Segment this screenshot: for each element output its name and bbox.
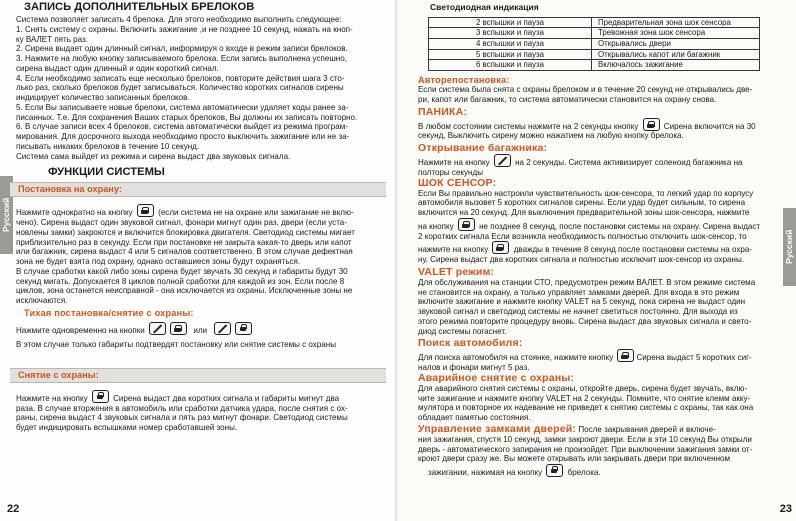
unlock-button-icon <box>235 322 252 335</box>
autorearm-body <box>418 85 780 105</box>
shock-text-4b: не позднее 8 секунд, после постановки системы на охрану. Сирена выдаст <box>479 221 761 231</box>
page-number-left: 22 <box>7 503 20 515</box>
lock-button-icon <box>643 118 660 131</box>
indication-row <box>429 28 760 39</box>
doors-line: дверь - автоматического запирания не произойдет. При выключении зажигания замки от- <box>418 444 753 454</box>
zone-meaning-cell: Тревожная зона шок сенсора <box>592 28 760 39</box>
disarm-text-b: Сирена выдаст два коротких сигнала и габариты мигнут два <box>113 393 340 403</box>
doors-text-last-b: брелока. <box>567 468 601 478</box>
step-line: писывать никаких брелоков в течение 10 секунд. <box>16 141 200 151</box>
arm-line: приблизительно раз в секунду. Если при постановке не закрыта какая-то дверь или капот <box>16 237 352 247</box>
flash-pattern-cell: 5 вспышки и пауза <box>429 49 592 60</box>
language-tab-left: Русский <box>0 176 13 254</box>
panic-line-1 <box>418 118 780 132</box>
arm-heading-bar <box>10 182 386 197</box>
unlock-button-icon <box>92 390 109 403</box>
shock-button-icon <box>494 154 511 167</box>
arm-line: исключаются. <box>16 296 68 305</box>
step-line: писанных. Т.е. Для сохранения Ваших старых брелоков, Вы должны их записать повторно. <box>16 112 358 122</box>
step-line: индицирует количество записанных брелоков. <box>16 93 190 102</box>
arm-line: циклов, зона останется неисправной - она исключается из охраны. Исключенные зоны не <box>16 286 353 296</box>
zone-meaning-cell: Открывались двери <box>592 38 760 49</box>
step-line: мирования. Для досрочного выхода необходимо просто выключить зажигание или не за- <box>16 132 350 141</box>
emergency-heading: Аварийное снятие с охраны: <box>418 371 575 384</box>
arm-body <box>16 218 386 306</box>
indication-title: Светодиодная индикация <box>430 2 539 12</box>
doors-line: кроют двери сразу же. Вы можете открывать или закрывать двери при включенном <box>418 454 731 464</box>
step-line: 1. Снять систему с охраны. Включить зажигание ,и не позднее 10 секунд, нажать на кноп- <box>16 24 353 34</box>
language-tab-right: Русский <box>783 208 796 286</box>
functions-title: ФУНКЦИИ СИСТЕМЫ <box>48 166 165 179</box>
panic-line-2: секунд, Выключить сирену можно нажатием на любую кнопку брелока. <box>418 131 684 141</box>
page-number-right: 23 <box>779 503 792 515</box>
arm-text-b: (если система не на охране или зажигание не вклю- <box>158 208 354 218</box>
search-line-1 <box>418 349 780 363</box>
valet-body <box>418 278 780 337</box>
doors-body <box>418 435 780 464</box>
shock-line: включится на 20 секунд. Для выключения предварительной зоны шок-сенсора, нажмите <box>418 208 750 218</box>
doors-text-1: После закрывания дверей и включе- <box>578 424 716 434</box>
disarm-text-a: Нажмите на кнопку <box>16 393 88 403</box>
autorearm-line: Если система была снята с охраны брелоком и в течение 20 секунд не открывались две- <box>418 85 753 95</box>
silent-text-a: Нажмите одновременно на кнопки <box>16 326 145 336</box>
trunk-line-2: полторы секунды <box>418 167 483 177</box>
arm-line: В случае сработки какой либо зоны сирена будет звучать 30 секунд и габариты будут 30 <box>16 266 348 276</box>
search-heading: Поиск автомобиля: <box>418 337 523 350</box>
indication-row <box>429 17 760 28</box>
lock-button-icon <box>492 241 509 254</box>
flash-pattern-cell: 6 вспышки и пауза <box>429 60 592 71</box>
shock-line: автомобиля вызовет 5 коротких сигналов сирены. Если удар будет сильным, то сирена <box>418 198 746 208</box>
lock-button-icon <box>137 204 154 217</box>
intro-text: Система позволяет записать 4 брелока. Для этого необходимо выполнить следующее: <box>16 15 342 24</box>
steps-list <box>16 25 386 162</box>
valet-line: включите зажигание и нажмите кнопку VALET на 5 секунд, пока сирена не выдаст один <box>418 297 746 307</box>
shock-line-5: 2 коротких сигнала Если возникла необходимость полностью отключить шок-сенсор, то <box>418 231 747 241</box>
emergency-line: Для аварийного снятия системы с охраны, откройте дверь, сирена будет звучать, вклю- <box>418 383 748 393</box>
shock-text-6b: дважды в течение 8 секунд после постановки системы на охра- <box>513 245 753 255</box>
search-text-b: Сирена выдаст 5 коротких сиг- <box>636 353 752 363</box>
disarm-line: раны, сирена выдаст 4 звуковых сигнала и пять раз мигнут фонари. Светодиод системы <box>16 413 348 423</box>
indication-row <box>429 60 760 71</box>
flash-pattern-cell: 4 вспышки и пауза <box>429 38 592 49</box>
arm-line: новлены замки) закроются и включится блокировка двигателя. Светодиод системы мигает <box>16 227 355 237</box>
valet-line: не становится на охрану, а только управляет замками дверей. Для входа в это режим <box>418 287 740 297</box>
disarm-line-1 <box>16 390 386 404</box>
left-content <box>16 0 386 433</box>
doors-line-1 <box>418 424 780 435</box>
indication-row <box>429 49 760 60</box>
shock-text-6a: нажмите на кнопку <box>418 245 489 255</box>
lock-button-icon <box>170 322 187 335</box>
step-line: 2. Сирена выдает один длинный сигнал, информируя о входе в режим записи брелоков. <box>16 44 348 54</box>
step-line: ку ВАЛЕТ пять раз. <box>16 34 88 44</box>
valet-line: Для обслуживания на станции СТО, предусмотрен режим ВАЛЕТ. В этом режиме система <box>418 277 756 287</box>
section-title-remotes: ЗАПИСЬ ДОПОЛНИТЕЛЬНЫХ БРЕЛОКОВ <box>24 1 255 13</box>
step-line: 4. Если необходимо записать еще несколько брелоков, повторите действия шага 3 сто- <box>16 73 345 83</box>
doors-heading: Управление замками дверей: <box>418 422 577 435</box>
emergency-body <box>418 384 780 423</box>
disarm-body <box>16 404 386 433</box>
doors-text-last-a: зажигании, нажимая на кнопку <box>428 468 543 478</box>
search-line-2: налов и фонари мигнут 5 раз. <box>418 363 530 373</box>
panic-text-a: В любом состоянии системы нажмите на 2 секунды кнопку <box>418 121 639 131</box>
step-line: Система сама выйдет из режима и сирена выдаст два звуковых сигнала. <box>16 151 291 161</box>
search-text-a: Для поиска автомобиля на стоянке, нажмите кнопку <box>418 353 614 363</box>
trunk-text-b: на 2 секунды. Система активизирует соленоид багажника на <box>515 158 743 168</box>
indication-table <box>428 17 760 71</box>
silent-or: или <box>193 326 208 336</box>
flash-pattern-cell: 2 вспышки и пауза <box>429 17 592 28</box>
arm-text-a: Нажмите однократно на кнопку <box>16 208 133 218</box>
disarm-line: раза. В случае вторжения в автомобиль или сработки датчика удара, после снятия с ох- <box>16 403 348 413</box>
emergency-line: обладает памятью состояния. <box>418 413 531 423</box>
step-line: 5. Если Вы записываете новые брелоки, система автоматически удаляет коды ранее за- <box>16 102 349 112</box>
disarm-heading: Снятие с охраны: <box>18 369 99 380</box>
lock-button-icon <box>617 349 634 362</box>
arm-line: или багажник, сирена выдаст 4 или 5 сигналов соответственно. В этом случае дефектная <box>16 247 353 257</box>
doors-last-line <box>428 464 780 478</box>
unlock-button-icon <box>546 464 563 477</box>
right-content <box>418 0 780 478</box>
valet-line: диод системы погаснет. <box>418 326 507 336</box>
indication-row <box>429 38 760 49</box>
silent-line-2: В этом случае только габариты подтвердят постановку или снятие системы с охраны <box>16 340 337 349</box>
arm-line-1 <box>16 204 386 218</box>
autorearm-line: ри, капот или багажник, то система автоматически становится на охрану снова. <box>418 94 717 104</box>
shock-line: Если Вы правильно настроили чувствительность шок-сенсора, то легкий удар по корпусу <box>418 188 754 198</box>
zone-meaning-cell: Открывались капот или багажник <box>592 49 760 60</box>
panic-text-b: Сирена включится на 30 <box>663 121 756 131</box>
right-page <box>398 0 796 521</box>
shock-button-icon <box>214 322 231 335</box>
doors-line: ния зажигания, спустя 10 секунд, замки закроют двери. Если в эти 10 секунд Вы открыли <box>418 434 752 444</box>
arm-line: чено). Сирена выдаст один звуковой сигнал, фонари мигнут один раз, двери (если уста- <box>16 218 347 227</box>
trunk-heading: Открывание багажника: <box>418 142 548 155</box>
autorearm-heading: Авторепостановка: <box>418 74 510 85</box>
zone-meaning-cell: Включалось зажигание <box>592 60 760 71</box>
arm-line: секунд мигать. Допускается 8 циклов полной сработки для каждой из зон. Если после 8 <box>16 276 345 286</box>
shock-body-a <box>418 189 780 218</box>
shock-heading: ШОК СЕНСОР: <box>418 176 497 189</box>
shock-button-icon <box>149 322 166 335</box>
silent-line-1 <box>16 322 386 336</box>
valet-heading: VALET режим: <box>418 265 495 278</box>
shock-line-7: ну. Сирена выдаст два коротких сигнала и полностью исключит шок-сенсор из охраны. <box>418 255 744 265</box>
trunk-line-1 <box>418 154 780 168</box>
step-line: лько раз, сколько брелоков будет записываться. Количество коротких сигналов сирены <box>16 83 344 93</box>
valet-line: этого режима повторите процедуру вновь. Сирена выдаст два звуковых сигнала и свето- <box>418 316 752 326</box>
disarm-line: будет индицировать вспышками номер сработавшей зоны. <box>16 423 238 432</box>
disarm-heading-bar <box>10 368 386 383</box>
valet-line: звуковой сигнал и светодиод системы не начнет светиться постоянно. Для выхода из <box>418 307 738 317</box>
emergency-line: чите зажигание и нажмите кнопку VALET на 2 секунды. Помните, что снятие клемм акку- <box>418 393 751 403</box>
flash-pattern-cell: 3 вспышки и пауза <box>429 28 592 39</box>
step-line: 3. Нажмите на любую кнопку записываемого брелока. Если запись выполнена успешно, <box>16 54 347 63</box>
shock-line-6 <box>418 241 780 255</box>
arm-heading: Постановка на охрану: <box>18 184 122 195</box>
lock-button-icon <box>458 218 475 231</box>
trunk-text-a: Нажмите на кнопку <box>418 158 490 168</box>
step-line: сирена выдаст один длинный и один короткий сигнал. <box>16 63 219 73</box>
arm-line: зона не будет взята под охрану, однако оставшиеся зоны будут охраняться. <box>16 257 301 266</box>
zone-meaning-cell: Предварительная зона шок сенсора <box>592 17 760 28</box>
silent-heading: Тихая постановка/снятие с охраны: <box>24 307 194 318</box>
step-line: 6. В случае записи всех 4 брелоков, система автоматически выйдет из режима програм- <box>16 122 348 132</box>
panic-heading: ПАНИКА: <box>418 105 468 118</box>
shock-line-4 <box>418 218 780 232</box>
emergency-line: мулятора и повторное их надевание не приведет к снятию системы с охраны, так как она <box>418 403 754 413</box>
shock-text-4a: на кнопку <box>418 221 454 231</box>
